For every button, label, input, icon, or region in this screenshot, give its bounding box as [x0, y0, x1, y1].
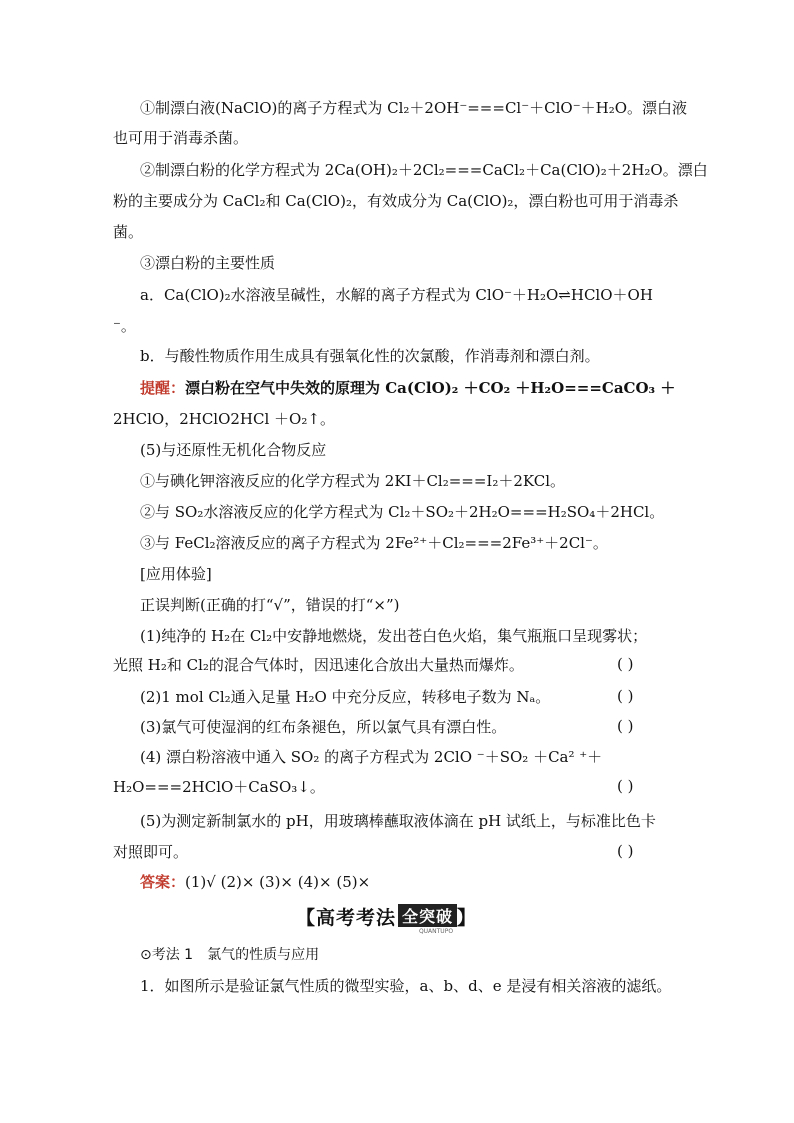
- text-line: (5)与还原性无机化合物反应: [140, 441, 327, 459]
- answer-blank: ( ): [617, 777, 634, 795]
- question-line: (4) 漂白粉溶液中通入 SO₂ 的离子方程式为 2ClO ⁻＋SO₂ ＋Ca² ⁺＋: [140, 748, 603, 766]
- reminder-line: [140, 378, 710, 398]
- text-line: b．与酸性物质作用生成具有强氧化性的次氯酸，作消毒剂和漂白剂。: [140, 347, 600, 365]
- text-line: 2HClO，2HClO2HCl ＋O₂↑。: [113, 410, 335, 428]
- answer-line: [140, 872, 710, 892]
- question-line: 光照 H₂和 Cl₂的混合气体时，因迅速化合放出大量热而爆炸。: [113, 656, 524, 674]
- question-line: 1．如图所示是验证氯气性质的微型实验，a、b、d、e 是浸有相关溶液的滤纸。: [140, 977, 672, 995]
- question-line: 对照即可。: [113, 843, 189, 861]
- text-line: a．Ca(ClO)₂水溶液呈碱性，水解的离子方程式为 ClO⁻＋H₂O⇌HClO＋OH: [140, 286, 653, 304]
- banner-box: 全突破: [398, 904, 457, 927]
- answer-label: 答案：: [140, 873, 186, 891]
- banner-left: 【高考考法: [296, 907, 397, 929]
- text-line: ③漂白粉的主要性质: [140, 254, 276, 272]
- answer-blank: ( ): [617, 842, 634, 860]
- answer-blank: ( ): [617, 687, 634, 705]
- text-line: ⁻。: [113, 317, 136, 335]
- text-line: ②制漂白粉的化学方程式为 2Ca(OH)₂＋2Cl₂===CaCl₂＋Ca(ClO)₂＋2H₂O。漂白: [140, 161, 708, 179]
- question-line: (5)为测定新制氯水的 pH，用玻璃棒蘸取液体滴在 pH 试纸上，与标准比色卡: [140, 812, 656, 830]
- banner-right: 】: [457, 907, 478, 929]
- text-line: ②与 SO₂水溶液反应的化学方程式为 Cl₂＋SO₂＋2H₂O===H₂SO₄＋2HCl。: [140, 503, 665, 521]
- question-line: (3)氯气可使湿润的红布条褪色，所以氯气具有漂白性。: [140, 718, 507, 736]
- question-line: (1)纯净的 H₂在 Cl₂中安静地燃烧，发出苍白色火焰，集气瓶瓶口呈现雾状；: [140, 627, 648, 645]
- answer-text: (1)√ (2)× (3)× (4)× (5)×: [185, 873, 371, 891]
- answer-blank: ( ): [617, 717, 634, 735]
- text-line: ③与 FeCl₂溶液反应的离子方程式为 2Fe²⁺＋Cl₂===2Fe³⁺＋2Cl⁻。: [140, 534, 608, 552]
- text-line: ①制漂白液(NaClO)的离子方程式为 Cl₂＋2OH⁻===Cl⁻＋ClO⁻＋H₂O。漂白液: [140, 99, 688, 117]
- text-line: 正误判断(正确的打“√”，错误的打“×”): [140, 596, 400, 614]
- text-line: ①与碘化钾溶液反应的化学方程式为 2KI＋Cl₂===I₂＋2KCl。: [140, 472, 565, 490]
- question-line: H₂O===2HClO＋CaSO₃↓。: [113, 778, 325, 796]
- text-line: 菌。: [113, 223, 144, 241]
- reminder-text: 漂白粉在空气中失效的原理为 Ca(ClO)₂ ＋CO₂ ＋H₂O===CaCO₃ ＋: [185, 379, 676, 397]
- banner-subtitle: QUANTUPO: [418, 928, 454, 935]
- question-line: (2)1 mol Cl₂通入足量 H₂O 中充分反应，转移电子数为 Nₐ。: [140, 688, 551, 706]
- section-heading: [应用体验]: [140, 565, 212, 583]
- answer-blank: ( ): [617, 655, 634, 673]
- section-banner: [296, 903, 478, 935]
- method-heading: ⊙考法 1 氯气的性质与应用: [140, 947, 320, 963]
- text-line: 粉的主要成分为 CaCl₂和 Ca(ClO)₂，有效成分为 Ca(ClO)₂，漂白粉也可用于消毒杀: [113, 192, 679, 210]
- reminder-label: 提醒：: [140, 379, 186, 397]
- text-line: 也可用于消毒杀菌。: [113, 129, 249, 147]
